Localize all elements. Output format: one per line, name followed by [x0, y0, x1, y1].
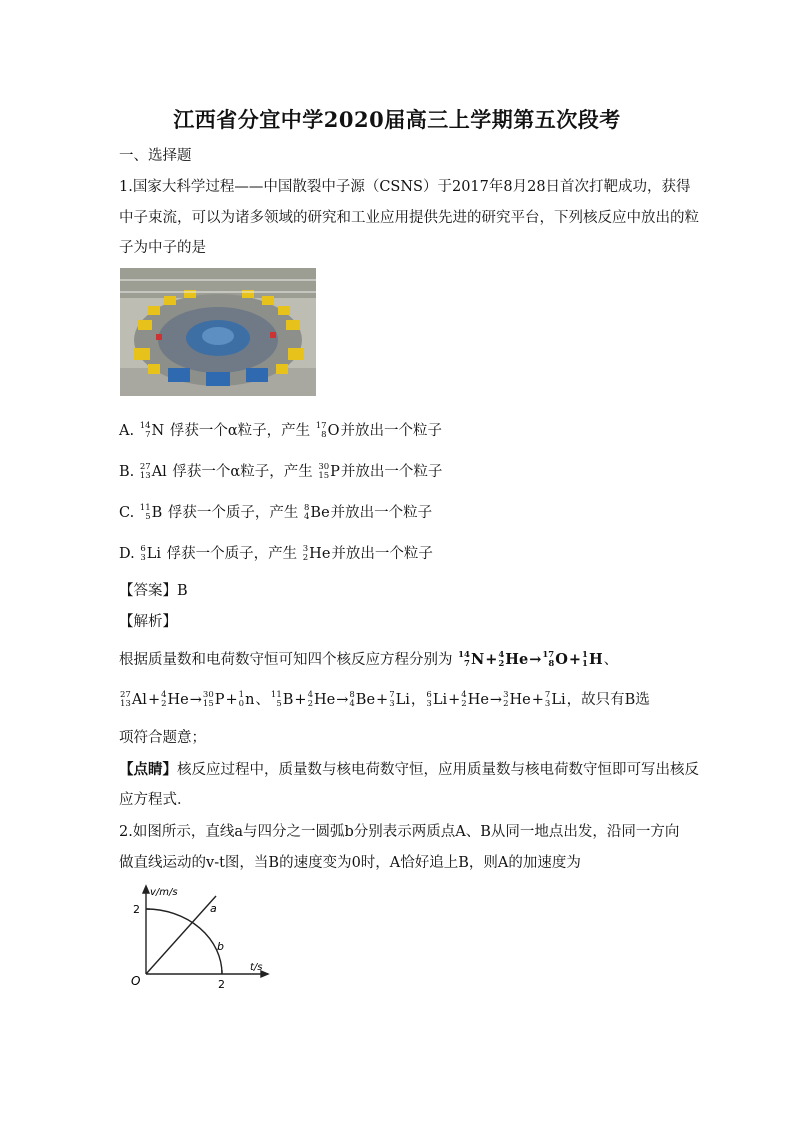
q1-text-line1: 1.国家大科学过程——中国散裂中子源（CSNS）于2017年8月28日首次打靶成功，获得: [119, 179, 691, 195]
element-symbol: Al: [151, 464, 167, 480]
q1-option-a[interactable]: [119, 421, 442, 441]
nuclide: [316, 421, 340, 441]
mass-number: 8: [304, 503, 310, 513]
v-axis-arrow: [143, 886, 149, 893]
analysis-line2: 27 13 Al+ 4 2 He→ 30 15 P+ 1 0 n、 11 5 B+ 4 2 He→ 8 4 Be+ 7 3 Li， 6 3 Li+ 4 2 He→ 3 2 He+ 7 3 Li，故只有B选: [120, 690, 650, 709]
option-text: 并放出一个粒子: [340, 423, 442, 439]
atomic-number: 7: [145, 430, 151, 440]
q1-option-d[interactable]: [119, 544, 433, 564]
element-symbol: P: [330, 464, 340, 480]
element-symbol: Be: [310, 505, 330, 521]
nuclide: [140, 462, 167, 482]
nuclide: [318, 462, 340, 482]
element-symbol: N: [151, 423, 165, 439]
v-axis-label: v/m/s: [150, 887, 178, 898]
atomic-number: 13: [139, 471, 151, 481]
nuclide: [303, 544, 331, 564]
q1-text-line3: 子为中子的是: [119, 240, 206, 256]
analysis-line3: 项符合题意；: [119, 730, 206, 746]
nuclide: [140, 503, 162, 523]
page-title: 江西省分宜中学2020届高三上学期第五次段考: [173, 107, 621, 132]
q1-text-line2: 中子束流，可以为诸多领域的研究和工业应用提供先进的研究平台，下列核反应中放出的粒: [119, 210, 699, 226]
mass-number: 17: [315, 421, 327, 431]
option-text: 俘获一个α粒子，产生: [169, 423, 311, 439]
q1-option-b[interactable]: [119, 462, 442, 482]
option-text: 并放出一个粒子: [331, 546, 433, 562]
tip-label: 【点睛】: [119, 761, 177, 778]
answer-line: [119, 581, 188, 601]
t-tick-label: 2: [218, 978, 225, 991]
q1-option-c[interactable]: [119, 503, 432, 523]
arc-b: [146, 909, 222, 974]
mass-number: 27: [139, 462, 151, 472]
mass-number: 3: [302, 544, 309, 554]
nuclide: [140, 544, 161, 564]
v-tick-label: 2: [133, 903, 140, 916]
atomic-number: 3: [140, 553, 146, 563]
option-text: 并放出一个粒子: [330, 505, 433, 521]
nuclide: [304, 503, 330, 523]
option-label: B.: [119, 464, 135, 480]
origin-label: O: [131, 974, 141, 988]
atomic-number: 2: [302, 553, 309, 563]
csns-photo: [120, 268, 316, 396]
atomic-number: 4: [304, 512, 310, 522]
analysis-label: 【解析】: [119, 614, 177, 630]
atomic-number: 15: [318, 471, 330, 481]
analysis-text: 根据质量数和电荷数守恒可知四个核反应方程分别为: [119, 652, 453, 668]
mass-number: 30: [318, 462, 330, 472]
element-symbol: He: [309, 546, 331, 562]
option-label: D.: [119, 546, 135, 562]
option-label: C.: [119, 505, 135, 521]
atomic-number: 8: [321, 430, 327, 440]
atomic-number: 5: [145, 512, 151, 522]
answer-label: 【答案】: [119, 583, 177, 599]
tip-line1: [119, 760, 699, 780]
section-heading: 一、选择题: [119, 148, 192, 164]
option-text: 并放出一个粒子: [340, 464, 443, 480]
arc-b-label: b: [217, 940, 224, 953]
option-text: 俘获一个α粒子，产生: [172, 464, 313, 480]
mass-number: 6: [140, 544, 146, 554]
csns-photo-illustration: [120, 268, 316, 396]
nuclide: [140, 421, 165, 441]
option-label: A.: [119, 423, 135, 439]
answer-value: B: [177, 583, 188, 599]
element-symbol: O: [327, 423, 340, 439]
vt-graph: [126, 880, 276, 995]
tip-line2: 应方程式．: [119, 792, 192, 808]
tip-text: 核反应过程中，质量数与核电荷数守恒，应用质量数与核电荷数守恒即可写出核反: [177, 762, 699, 778]
element-symbol: B: [151, 505, 163, 521]
option-text: 俘获一个质子，产生: [167, 505, 299, 521]
q2-text-line1: 2.如图所示，直线a与四分之一圆弧b分别表示两质点A、B从同一地点出发，沿同一方向: [119, 824, 680, 840]
option-text: 俘获一个质子，产生: [166, 546, 298, 562]
mass-number: 14: [139, 421, 151, 431]
q2-text-line2: 做直线运动的v-t图，当B的速度变为0时，A恰好追上B，则A的加速度为: [119, 855, 581, 871]
line-a: [146, 896, 216, 974]
analysis-tail: ，故只有B选: [566, 692, 650, 708]
line-a-label: a: [210, 902, 217, 915]
analysis-line1: 根据质量数和电荷数守恒可知四个核反应方程分别为 14 7 N+ 4 2 He→ 17 8 O+ 1 1 H、: [119, 650, 619, 669]
mass-number: 11: [139, 503, 151, 513]
t-axis-label: t/s: [250, 962, 263, 973]
equation-1: 14 7 N+ 4 2 He→ 17 8 O+ 1 1 H: [458, 650, 603, 669]
element-symbol: Li: [146, 546, 162, 562]
